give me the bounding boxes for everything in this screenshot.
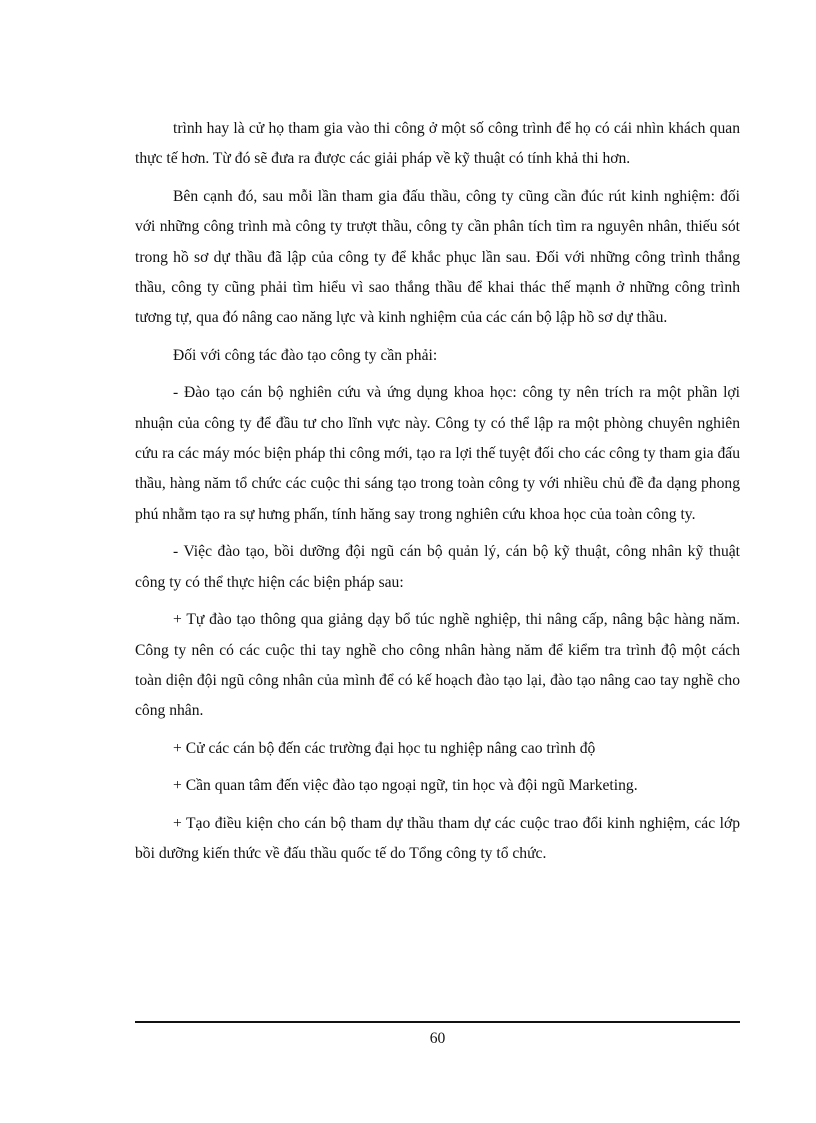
paragraph-bidding-experience: Bên cạnh đó, sau mỗi lần tham gia đấu thầu, công ty cũng cần đúc rút kinh nghiệm: đối với những công trình mà công ty trượt thầu, công ty cần phân tích tìm ra nguyên nhân, thiếu sót trong hồ sơ dự thầu đã lập của công ty để khắc phục lần sau. Đối với những công trình thắng thầu, công ty cũng phải tìm hiểu vì sao thắng thầu để khai thác thế mạnh ở những công trình tương tự, qua đó nâng cao năng lực và kinh nghiệm của các cán bộ lập hồ sơ dự thầu. — [135, 187, 740, 327]
paragraph-staff-training: - Việc đào tạo, bồi dưỡng đội ngũ cán bộ quản lý, cán bộ kỹ thuật, công nhân kỹ thuật công ty có thể thực hiện các biện pháp sau: — [135, 543, 740, 591]
paragraph-seminars: + Tạo điều kiện cho cán bộ tham dự thầu tham dự các cuộc trao đổi kinh nghiệm, các lớp bồi dưỡng kiến thức về đấu thầu quốc tế do Tổng công ty tổ chức. — [135, 814, 740, 862]
paragraph-continuation: trình hay là cử họ tham gia vào thi công ở một số công trình để họ có cái nhìn khách quan thực tế hơn. Từ đó sẽ đưa ra được các giải pháp về kỹ thuật có tính khả thi hơn. — [135, 120, 740, 168]
page-body — [135, 114, 740, 876]
paragraph-university-training: + Cử các cán bộ đến các trường đại học tu nghiệp nâng cao trình độ — [173, 739, 596, 757]
paragraph-self-training: + Tự đào tạo thông qua giảng dạy bổ túc nghề nghiệp, thi nâng cấp, nâng bậc hàng năm. Công ty nên có các cuộc thi tay nghề cho công nhân hàng năm để kiểm tra trình độ một cách toàn diện đội ngũ công nhân của mình để có kế hoạch đào tạo lại, đào tạo nâng cao tay nghề cho công nhân. — [135, 611, 740, 720]
paragraph-language-training: + Cần quan tâm đến việc đào tạo ngoại ngữ, tin học và đội ngũ Marketing. — [173, 777, 638, 795]
page-number: 60 — [429, 1030, 446, 1047]
footer-rule — [135, 1021, 740, 1023]
paragraph-research-training: - Đào tạo cán bộ nghiên cứu và ứng dụng khoa học: công ty nên trích ra một phần lợi nhuận của công ty để đầu tư cho lĩnh vực này. Công ty có thể lập ra một phòng chuyên nghiên cứu ra các máy móc biện pháp thi công mới, tạo ra lợi thế tuyệt đối cho các công ty tham gia đấu thầu, hàng năm tổ chức các cuộc thi sáng tạo trong toàn công ty với nhiều chủ đề đa dạng phong phú nhằm tạo ra sự hưng phấn, tính hăng say trong nghiên cứu khoa học của toàn công ty. — [135, 384, 740, 523]
paragraph-training-intro: Đối với công tác đào tạo công ty cần phải: — [173, 346, 438, 364]
